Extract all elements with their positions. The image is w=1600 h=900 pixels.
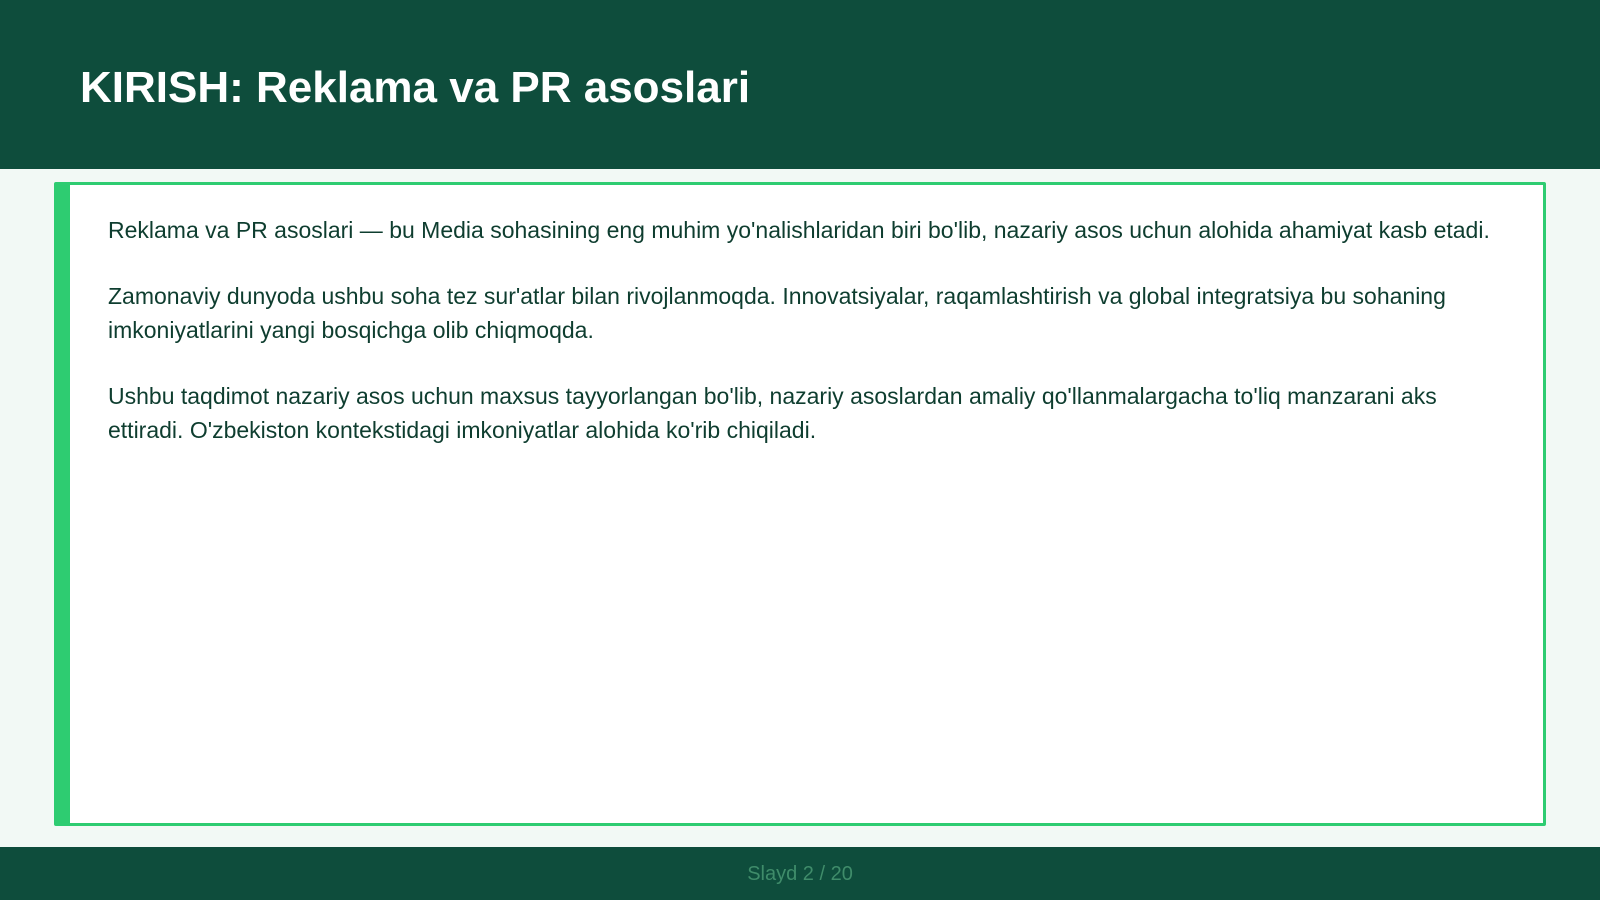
intro-paragraph: Reklama va PR asoslari — bu Media sohasining eng muhim yo'nalishlaridan biri bo'lib, nazariy asos uchun alohida ahamiyat kasb etadi. — [108, 217, 1490, 243]
slide-counter: Slayd 2 / 20 — [747, 863, 853, 885]
content-card — [54, 182, 1546, 826]
slide-footer — [0, 847, 1600, 900]
slide-title: KIRISH: Reklama va PR asoslari — [80, 63, 751, 112]
content-text — [108, 213, 1503, 479]
presentation-purpose-paragraph: Ushbu taqdimot nazariy asos uchun maxsus tayyorlangan bo'lib, nazariy asoslardan amaliy qo'llanmalargacha to'liq manzarani aks ettiradi. O'zbekiston kontekstidagi imkoniyatlar alohida ko'rib chiqiladi. — [108, 383, 1437, 443]
slide-header — [0, 0, 1600, 169]
modern-world-paragraph: Zamonaviy dunyoda ushbu soha tez sur'atlar bilan rivojlanmoqda. Innovatsiyalar, raqamlashtirish va global integratsiya bu sohaning imkoniyatlarini yangi bosqichga olib chiqmoqda. — [108, 283, 1446, 343]
